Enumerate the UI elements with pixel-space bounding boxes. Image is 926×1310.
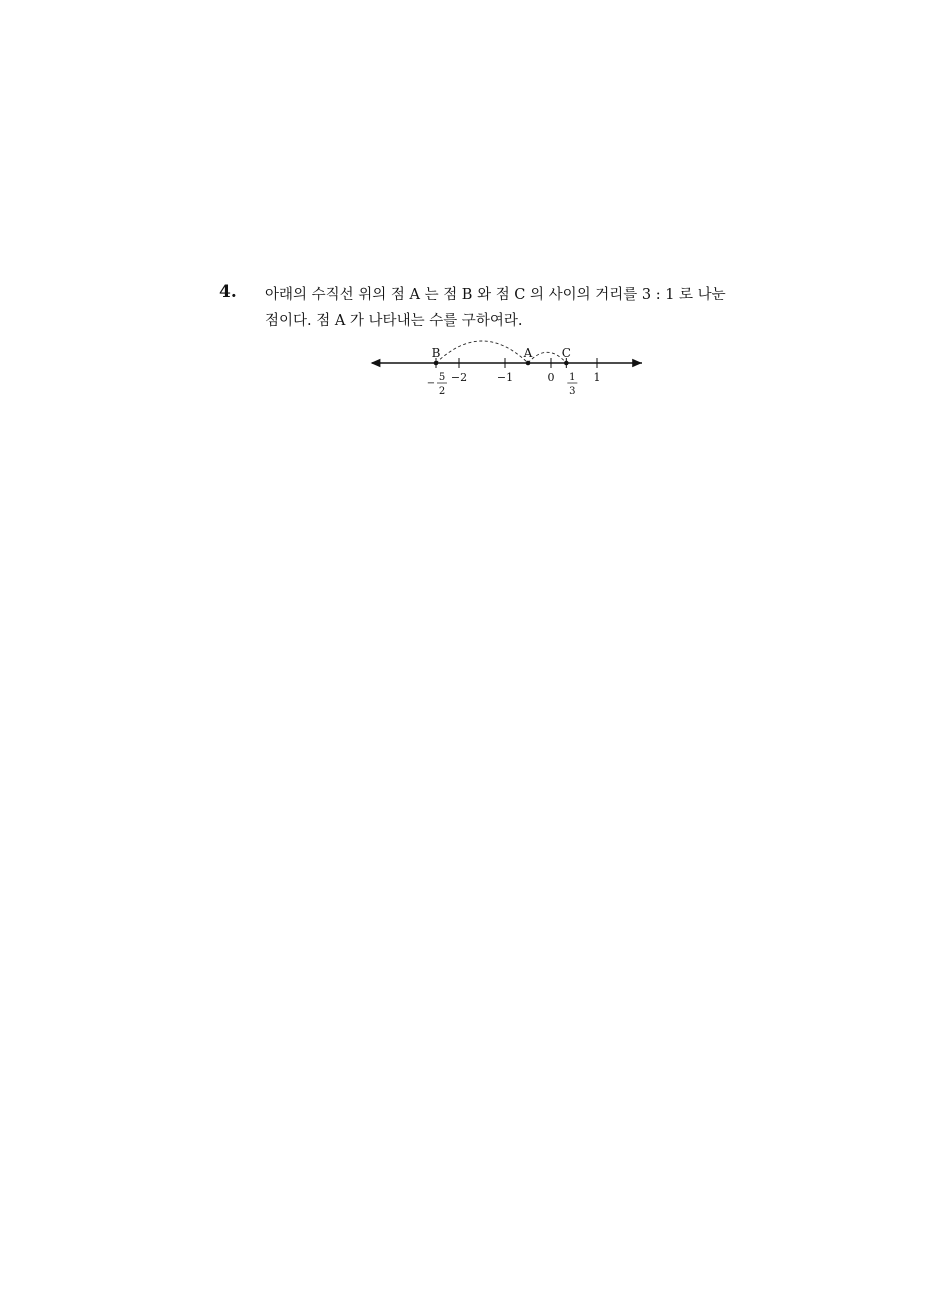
number-line-figure — [360, 338, 660, 404]
tick-label-denominator: 2 — [438, 386, 446, 397]
problem-number: 4. — [219, 282, 237, 302]
problem-text-line-2: 점이다. 점 A 가 나타내는 수를 구하여라. — [265, 313, 523, 329]
point-marker — [526, 361, 531, 366]
point-marker — [434, 361, 439, 366]
problem-text-line-1: 아래의 수직선 위의 점 A 는 점 B 와 점 C 의 사이의 거리를 3 : 1 로 나눈 — [265, 287, 726, 303]
point-label: C — [561, 346, 571, 360]
point-marker — [564, 361, 569, 366]
tick-label: −1 — [496, 371, 514, 384]
tick-label-numerator: 1 — [569, 372, 576, 383]
tick-label: 0 — [547, 371, 555, 384]
tick-label: 1 — [593, 371, 601, 384]
arcs-layer — [436, 341, 566, 363]
distance-arc — [528, 352, 566, 363]
number-line-svg — [360, 338, 660, 404]
point-label: B — [431, 346, 441, 360]
distance-arc — [436, 341, 528, 363]
point-label: A — [523, 346, 533, 360]
tick-label-numerator: 5 — [438, 372, 446, 383]
tick-label: −2 — [450, 371, 468, 384]
tick-label-denominator: 3 — [569, 386, 576, 397]
tick-label-sign: − — [426, 378, 436, 389]
ticks-layer — [427, 358, 601, 397]
